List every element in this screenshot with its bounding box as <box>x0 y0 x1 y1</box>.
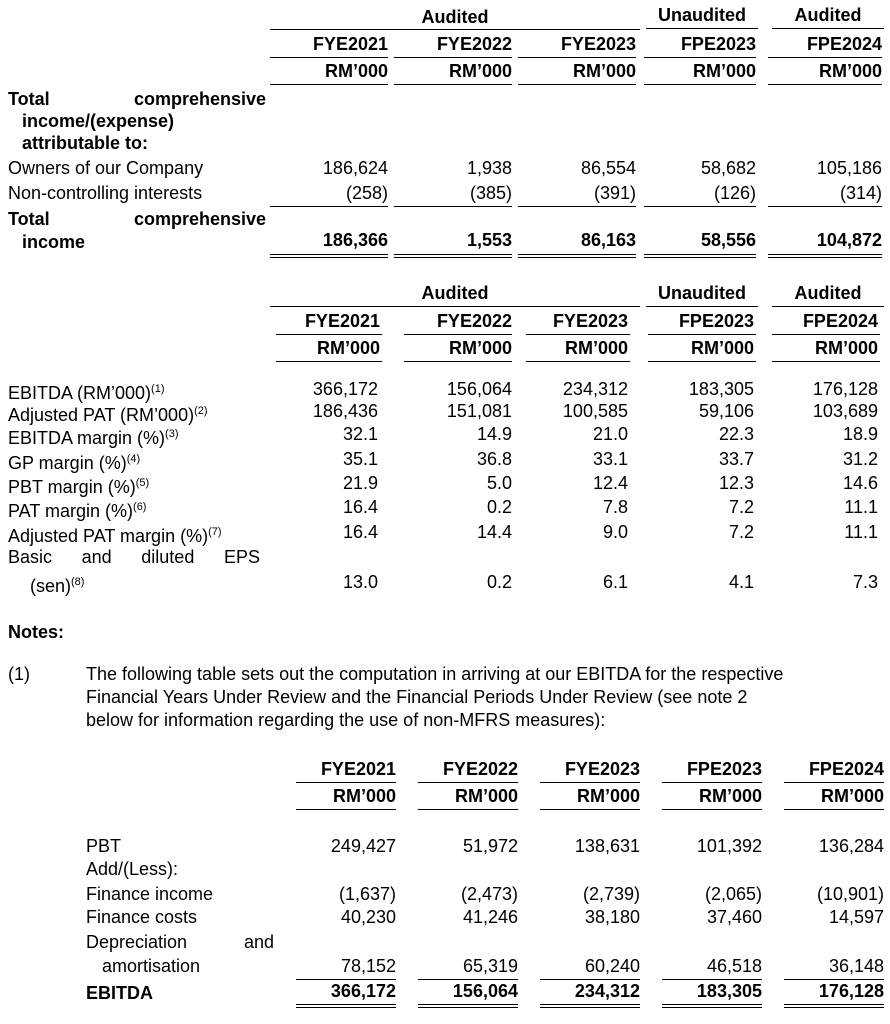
unit-header: RM’000 <box>690 338 754 358</box>
unit-header: RM’000 <box>324 61 388 81</box>
dep-fye2021: 78,152 <box>340 956 396 976</box>
group-audited-header-2: Audited <box>794 283 862 303</box>
divider <box>646 306 758 307</box>
eps-word: Basic <box>8 547 53 567</box>
row-label-owners: Owners of our Company <box>8 158 204 178</box>
divider <box>296 809 396 810</box>
metric-cell: 31.2 <box>842 449 878 469</box>
dep-fye2023: 60,240 <box>584 956 640 976</box>
metric-cell: 33.1 <box>592 449 628 469</box>
divider <box>518 206 636 207</box>
divider <box>662 809 762 810</box>
double-divider <box>784 1004 884 1008</box>
unit-header: RM’000 <box>576 786 640 806</box>
total-fpe2023: 58,556 <box>700 230 756 250</box>
double-divider <box>394 254 512 258</box>
dep-label-line2: amortisation <box>102 956 201 976</box>
metric-label-text: EBITDA margin (%) <box>8 428 166 448</box>
metric-cell: 14.6 <box>842 473 878 493</box>
pbt-fye2023: 138,631 <box>574 836 640 856</box>
unit-header: RM’000 <box>818 61 882 81</box>
cell-owners-fye2021: 186,624 <box>322 158 388 178</box>
unit-header: RM’000 <box>454 786 518 806</box>
divider <box>768 206 882 207</box>
metric-cell: 21.0 <box>592 424 628 444</box>
fin-income-fye2022: (2,473) <box>460 884 518 904</box>
group-unaudited-header: Unaudited <box>658 5 746 25</box>
section-title-line2: income/(expense) <box>22 111 175 131</box>
metric-cell: 16.4 <box>342 522 378 542</box>
total-fye2022: 1,553 <box>466 230 512 250</box>
double-divider <box>418 1004 518 1008</box>
unit-header: RM’000 <box>820 786 884 806</box>
eps-fpe2023: 4.1 <box>728 572 754 592</box>
metric-cell: 7.8 <box>602 497 628 517</box>
double-divider <box>768 254 882 258</box>
metric-cell: 14.9 <box>476 424 512 444</box>
divider <box>418 809 518 810</box>
divider <box>644 206 756 207</box>
cell-owners-fye2023: 86,554 <box>580 158 636 178</box>
divider <box>646 28 758 29</box>
divider <box>404 334 512 335</box>
divider <box>518 84 636 85</box>
ebitda-fpe2024: 176,128 <box>818 981 884 1001</box>
eps-unit: (sen) <box>30 576 72 596</box>
col-header-fye2023: FYE2023 <box>564 759 640 779</box>
cell-owners-fpe2023: 58,682 <box>700 158 756 178</box>
col-header-fye2021: FYE2021 <box>304 311 380 331</box>
metric-label-text: Adjusted PAT margin (%) <box>8 526 209 546</box>
double-divider <box>270 254 388 258</box>
metric-cell: 183,305 <box>688 379 754 399</box>
total-label-line1 <box>8 208 266 230</box>
cell-nci-fye2021: (258) <box>345 183 388 203</box>
metric-cell: 14.4 <box>476 522 512 542</box>
unit-header: RM’000 <box>814 338 878 358</box>
col-header-fpe2024: FPE2024 <box>808 759 884 779</box>
unit-header: RM’000 <box>698 786 762 806</box>
metric-row-label <box>8 521 222 547</box>
dep-fpe2024: 36,148 <box>828 956 884 976</box>
metric-cell: 100,585 <box>562 401 628 421</box>
eps-fye2023: 6.1 <box>602 572 628 592</box>
divider <box>394 206 512 207</box>
dep-fpe2023: 46,518 <box>706 956 762 976</box>
unit-header: RM’000 <box>448 61 512 81</box>
note-text-line: The following table sets out the computation in arriving at our EBITDA for the respective <box>86 664 784 684</box>
divider <box>662 782 762 783</box>
footnote-ref: (2) <box>194 405 208 417</box>
eps-label-line1 <box>8 546 260 568</box>
pbt-fye2022: 51,972 <box>462 836 518 856</box>
metric-row-label <box>8 472 149 498</box>
metric-cell: 5.0 <box>486 473 512 493</box>
ebitda-fye2023: 234,312 <box>574 981 640 1001</box>
metric-row-label <box>8 496 146 522</box>
footnote-ref: (3) <box>165 428 179 440</box>
col-header-fye2023: FYE2023 <box>552 311 628 331</box>
footnote-ref: (1) <box>151 383 165 395</box>
dep-word: Depreciation <box>86 932 188 952</box>
row-label-finance-costs: Finance costs <box>86 907 198 927</box>
add-less-label: Add/(Less): <box>86 859 179 879</box>
metric-cell: 103,689 <box>812 401 878 421</box>
metric-label-text: EBITDA (RM’000) <box>8 383 152 403</box>
col-header-fpe2023: FPE2023 <box>680 34 756 54</box>
eps-word: diluted <box>141 547 195 567</box>
col-header-fpe2023: FPE2023 <box>678 311 754 331</box>
metric-cell: 22.3 <box>718 424 754 444</box>
eps-label-line2 <box>30 571 84 597</box>
pbt-fpe2023: 101,392 <box>696 836 762 856</box>
section-title-line3: attributable to: <box>22 133 148 153</box>
metric-cell: 366,172 <box>312 379 378 399</box>
metric-cell: 156,064 <box>446 379 512 399</box>
ebitda-fye2021: 366,172 <box>330 981 396 1001</box>
row-label-nci: Non-controlling interests <box>8 183 203 203</box>
metric-label-text: PAT margin (%) <box>8 501 134 521</box>
divider <box>540 809 640 810</box>
metric-cell: 12.3 <box>718 473 754 493</box>
cell-nci-fpe2023: (126) <box>713 183 756 203</box>
metric-cell: 35.1 <box>342 449 378 469</box>
footnote-ref: (6) <box>133 501 147 513</box>
divider <box>526 334 630 335</box>
unit-header: RM’000 <box>572 61 636 81</box>
fin-income-fpe2024: (10,901) <box>816 884 884 904</box>
group-audited-header-2: Audited <box>794 5 862 25</box>
unit-header: RM’000 <box>332 786 396 806</box>
total-fpe2024: 104,872 <box>816 230 882 250</box>
metric-label-text: Adjusted PAT (RM’000) <box>8 405 195 425</box>
metric-cell: 11.1 <box>844 522 878 542</box>
footnote-ref: (4) <box>126 453 141 465</box>
metric-cell: 36.8 <box>476 449 512 469</box>
unit-header: RM’000 <box>564 338 628 358</box>
metric-cell: 234,312 <box>562 379 628 399</box>
metric-cell: 176,128 <box>812 379 878 399</box>
note-text-line: Financial Years Under Review and the Financial Periods Under Review (see note 2 <box>86 687 748 707</box>
divider <box>772 306 884 307</box>
footnote-ref: (5) <box>135 477 150 489</box>
fin-costs-fye2022: 41,246 <box>462 907 518 927</box>
fin-costs-fye2023: 38,180 <box>584 907 640 927</box>
double-divider <box>540 1004 640 1008</box>
metric-cell: 18.9 <box>842 424 878 444</box>
divider <box>270 306 640 307</box>
divider <box>784 782 884 783</box>
row-label-pbt: PBT <box>86 836 122 856</box>
metric-cell: 16.4 <box>342 497 378 517</box>
divider <box>772 361 880 362</box>
pbt-fpe2024: 136,284 <box>818 836 884 856</box>
metric-cell: 32.1 <box>342 424 378 444</box>
double-divider <box>518 254 636 258</box>
double-divider <box>296 1004 396 1008</box>
metric-cell: 11.1 <box>844 497 878 517</box>
double-divider <box>662 1004 762 1008</box>
divider <box>768 57 882 58</box>
eps-fye2021: 13.0 <box>342 572 378 592</box>
divider <box>418 782 518 783</box>
metric-cell: 12.4 <box>592 473 628 493</box>
fin-costs-fye2021: 40,230 <box>340 907 396 927</box>
fin-costs-fpe2024: 14,597 <box>828 907 884 927</box>
metric-row-label <box>8 448 140 474</box>
ebitda-fpe2023: 183,305 <box>696 981 762 1001</box>
divider <box>270 29 640 30</box>
eps-fpe2024: 7.3 <box>852 572 878 592</box>
unit-header: RM’000 <box>448 338 512 358</box>
pbt-fye2021: 249,427 <box>330 836 396 856</box>
metric-cell: 7.2 <box>728 497 754 517</box>
col-header-fye2022: FYE2022 <box>436 34 512 54</box>
footnote-ref: (7) <box>208 526 222 538</box>
metric-label-text: GP margin (%) <box>8 453 127 473</box>
ebitda-fye2022: 156,064 <box>452 981 518 1001</box>
notes-heading: Notes: <box>8 622 65 642</box>
metric-cell: 21.9 <box>342 473 378 493</box>
col-header-fye2023: FYE2023 <box>560 34 636 54</box>
divider <box>644 84 756 85</box>
metric-cell: 151,081 <box>446 401 512 421</box>
title-word: comprehensive <box>133 89 266 109</box>
total-label-ebitda: EBITDA <box>86 983 153 1003</box>
metric-cell: 33.7 <box>718 449 754 469</box>
fin-costs-fpe2023: 37,460 <box>706 907 762 927</box>
section-title-line1 <box>8 88 266 110</box>
divider <box>394 84 512 85</box>
dep-fye2022: 65,319 <box>462 956 518 976</box>
eps-fye2022: 0.2 <box>486 572 512 592</box>
divider <box>644 57 756 58</box>
fin-income-fye2021: (1,637) <box>338 884 396 904</box>
metric-cell: 9.0 <box>602 522 628 542</box>
divider <box>404 361 512 362</box>
col-header-fye2022: FYE2022 <box>442 759 518 779</box>
dep-word: and <box>243 932 274 952</box>
divider <box>270 57 388 58</box>
fin-income-fye2023: (2,739) <box>582 884 640 904</box>
divider <box>784 809 884 810</box>
total-fye2023: 86,163 <box>580 230 636 250</box>
metric-cell: 186,436 <box>312 401 378 421</box>
col-header-fpe2023: FPE2023 <box>686 759 762 779</box>
title-word: Total <box>8 89 50 109</box>
divider <box>276 361 382 362</box>
total-word: comprehensive <box>133 209 266 229</box>
metric-cell: 59,106 <box>698 401 754 421</box>
note-text-line: below for information regarding the use of non-MFRS measures): <box>86 710 606 730</box>
divider <box>772 334 880 335</box>
col-header-fpe2024: FPE2024 <box>806 34 882 54</box>
unit-header: RM’000 <box>316 338 380 358</box>
metric-cell: 7.2 <box>728 522 754 542</box>
col-header-fye2021: FYE2021 <box>320 759 396 779</box>
divider <box>270 84 388 85</box>
col-header-fye2021: FYE2021 <box>312 34 388 54</box>
double-divider <box>644 254 756 258</box>
divider <box>540 782 640 783</box>
divider <box>648 334 756 335</box>
divider <box>518 57 636 58</box>
metric-cell: 0.2 <box>486 497 512 517</box>
cell-nci-fye2022: (385) <box>469 183 512 203</box>
cell-nci-fye2023: (391) <box>593 183 636 203</box>
fin-income-fpe2023: (2,065) <box>704 884 762 904</box>
group-audited-header: Audited <box>421 7 489 27</box>
group-audited-header: Audited <box>421 283 489 303</box>
cell-owners-fye2022: 1,938 <box>466 158 512 178</box>
group-unaudited-header: Unaudited <box>658 283 746 303</box>
divider <box>270 206 388 207</box>
metric-row-label <box>8 423 179 449</box>
metric-label-text: PBT margin (%) <box>8 477 136 497</box>
total-word: Total <box>8 209 50 229</box>
cell-owners-fpe2024: 105,186 <box>816 158 882 178</box>
divider <box>648 361 756 362</box>
eps-word: EPS <box>223 547 260 567</box>
cell-nci-fpe2024: (314) <box>839 183 882 203</box>
col-header-fpe2024: FPE2024 <box>802 311 878 331</box>
col-header-fye2022: FYE2022 <box>436 311 512 331</box>
footnote-ref: (8) <box>71 576 85 588</box>
divider <box>772 28 884 29</box>
total-fye2021: 186,366 <box>322 230 388 250</box>
row-label-finance-income: Finance income <box>86 884 214 904</box>
note-number: (1) <box>8 664 30 684</box>
divider <box>296 782 396 783</box>
eps-word: and <box>81 547 112 567</box>
dep-label-line1 <box>86 931 274 953</box>
divider <box>526 361 630 362</box>
total-label-line2: income <box>22 232 86 252</box>
divider <box>768 84 882 85</box>
unit-header: RM’000 <box>692 61 756 81</box>
divider <box>394 57 512 58</box>
divider <box>276 334 382 335</box>
